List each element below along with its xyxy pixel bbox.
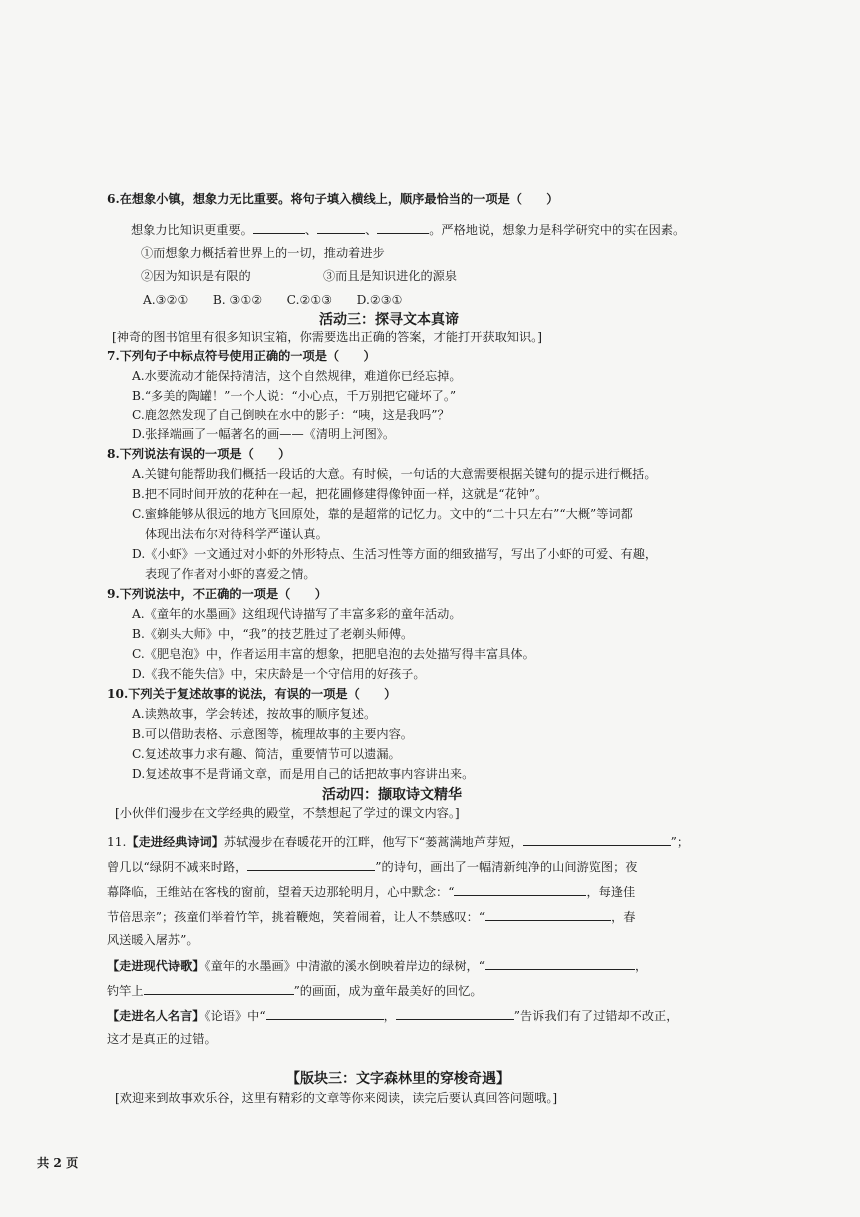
q11-number: 11. bbox=[107, 835, 127, 849]
q10-option-a: A.读熟故事，学会转述，按故事的顺序复述。 bbox=[132, 707, 377, 721]
q8-option-d-cont: 表现了作者对小虾的喜爱之情。 bbox=[145, 567, 316, 581]
q11-line-1 bbox=[107, 833, 689, 850]
q11-line-2 bbox=[107, 858, 637, 875]
section4-intro: [小伙伴们漫步在文学经典的殿堂，不禁想起了学过的课文内容。] bbox=[115, 806, 460, 820]
block3-title: 【版块三：文字森林里的穿梭奇遇】 bbox=[286, 1071, 510, 1087]
q11-text-7a: 钓竿上 bbox=[107, 984, 144, 998]
q6-options: A.③②① B. ③①② C.②①③ D.②③① bbox=[143, 293, 403, 307]
page-count: 共 2 页 bbox=[37, 1156, 79, 1170]
block3-intro: [欢迎来到故事欢乐谷，这里有精彩的文章等你来阅读，读完后要认真回答问题哦。] bbox=[115, 1091, 558, 1105]
q11-text-2b: ”的诗句，画出了一幅清新纯净的山间游览图；夜 bbox=[375, 860, 638, 874]
q8-option-a: A.关键句能帮助我们概括一段话的大意。有时候，一句话的大意需要根据关键句的提示进行概括。 bbox=[132, 467, 657, 481]
section3-intro: [神奇的图书馆里有很多知识宝箱，你需要选出正确的答案，才能打开获取知识。] bbox=[112, 330, 542, 344]
q11-text-7b: ”的画面，成为童年最美好的回忆。 bbox=[293, 984, 483, 998]
q11-text-2a: 曾几以“绿阴不减来时路， bbox=[107, 860, 248, 874]
q6-sentence-2: ②因为知识是有限的 bbox=[141, 269, 251, 283]
q10-stem: 10.下列关于复述故事的说法，有误的一项是（ ） bbox=[107, 687, 397, 701]
q11-text-3b: ，每逢佳 bbox=[586, 885, 636, 899]
q10-option-d: D.复述故事不是背诵文章，而是用自己的话把故事内容讲出来。 bbox=[132, 767, 475, 781]
q11-blank-2[interactable] bbox=[247, 858, 375, 871]
q11-blank-5[interactable] bbox=[485, 957, 635, 970]
q11-text-8-sep: ， bbox=[383, 1009, 396, 1023]
q11-text-1-end: ”； bbox=[670, 835, 690, 849]
q11-tag-quotes: 【走进名人名言】 bbox=[107, 1009, 205, 1023]
q11-blank-8[interactable] bbox=[396, 1007, 514, 1020]
q11-blank-3[interactable] bbox=[454, 883, 586, 896]
q9-option-a: A.《童年的水墨画》这组现代诗描写了丰富多彩的童年活动。 bbox=[132, 607, 462, 621]
q6-text-b: 。严格地说，想象力是科学研究中的实在因素。 bbox=[429, 223, 686, 237]
q11-blank-7[interactable] bbox=[266, 1007, 384, 1020]
q11-text-4a: 节倍思亲”；孩童们举着竹竿，挑着鞭炮，笑着闹着，让人不禁感叹：“ bbox=[107, 910, 486, 924]
q11-blank-4[interactable] bbox=[485, 908, 611, 921]
q6-blank-2[interactable] bbox=[317, 221, 365, 234]
section4-title: 活动四：撷取诗文精华 bbox=[322, 787, 462, 803]
q6-sep-2: 、 bbox=[365, 223, 378, 237]
section3-title: 活动三：探寻文本真谛 bbox=[319, 312, 459, 328]
q8-option-d: D.《小虾》一文通过对小虾的外形特点、生活习性等方面的细致描写，写出了小虾的可爱、有趣， bbox=[132, 547, 658, 561]
q7-stem: 7.下列句子中标点符号使用正确的一项是（ ） bbox=[107, 349, 376, 363]
q6-stem: 6.在想象小镇，想象力无比重要。将句子填入横线上，顺序最恰当的一项是（ ） bbox=[107, 192, 559, 206]
q6-blank-1[interactable] bbox=[253, 221, 305, 234]
q11-tag-modern: 【走进现代诗歌】 bbox=[107, 959, 205, 973]
q6-sentence bbox=[131, 221, 685, 238]
q7-option-c: C.鹿忽然发现了自己倒映在水中的影子：“咦，这是我吗”？ bbox=[132, 408, 450, 422]
q8-stem: 8.下列说法有误的一项是（ ） bbox=[107, 447, 291, 461]
q11-line-5: 风送暖入屠苏”。 bbox=[107, 933, 199, 947]
q6-text-a: 想象力比知识更重要。 bbox=[131, 223, 253, 237]
q11-tag-classic: 【走进经典诗词】 bbox=[126, 835, 224, 849]
q6-sentence-1: ①而想象力概括着世界上的一切，推动着进步 bbox=[141, 246, 385, 260]
q11-line-6 bbox=[107, 957, 647, 974]
q7-option-b: B.“多美的陶罐！”一个人说：“小心点，千万别把它碰坏了。” bbox=[132, 389, 457, 403]
q11-line-3 bbox=[107, 883, 635, 900]
q9-option-c: C.《肥皂泡》中，作者运用丰富的想象，把肥皂泡的去处描写得丰富具体。 bbox=[132, 647, 535, 661]
q11-line-4 bbox=[107, 908, 635, 925]
q7-option-a: A.水要流动才能保持清洁，这个自然规律，难道你已经忘掉。 bbox=[132, 369, 462, 383]
q6-blank-3[interactable] bbox=[377, 221, 429, 234]
q9-option-b: B.《剃头大师》中，“我”的技艺胜过了老剃头师傅。 bbox=[132, 627, 414, 641]
q11-blank-1[interactable] bbox=[523, 833, 671, 846]
q11-text-6-end: ， bbox=[634, 959, 648, 973]
q8-option-c-cont: 体现出法布尔对待科学严谨认真。 bbox=[145, 527, 328, 541]
q11-text-4b: ，春 bbox=[611, 910, 636, 924]
q11-text-8a: 《论语》中“ bbox=[204, 1009, 266, 1023]
q11-text-1: 苏轼漫步在春暖花开的江畔，他写下“蒌蒿满地芦芽短， bbox=[223, 835, 523, 849]
q8-option-c: C.蜜蜂能够从很远的地方飞回原处，靠的是超常的记忆力。文中的“二十只左右”“大概”等词都 bbox=[132, 507, 633, 521]
q11-line-7 bbox=[107, 982, 483, 999]
q11-text-6: 《童年的水墨画》中清澈的溪水倒映着岸边的绿树，“ bbox=[204, 959, 485, 973]
q6-sep-1: 、 bbox=[304, 223, 318, 237]
q11-line-8 bbox=[107, 1007, 678, 1024]
q8-option-b: B.把不同时间开放的花种在一起，把花圃修建得像钟面一样，这就是“花钟”。 bbox=[132, 487, 548, 501]
q10-option-b: B.可以借助表格、示意图等，梳理故事的主要内容。 bbox=[132, 727, 413, 741]
q9-option-d: D.《我不能失信》中，宋庆龄是一个守信用的好孩子。 bbox=[132, 667, 426, 681]
q11-blank-6[interactable] bbox=[144, 982, 294, 995]
q7-option-d: D.张择端画了一幅著名的画——《清明上河图》。 bbox=[132, 427, 396, 441]
q11-text-3a: 幕降临，王维站在客栈的窗前，望着天边那轮明月，心中默念：“ bbox=[107, 885, 455, 899]
q6-sentence-3: ③而且是知识进化的源泉 bbox=[323, 269, 458, 283]
q11-text-8b: ”告诉我们有了过错却不改正， bbox=[513, 1009, 679, 1023]
q10-option-c: C.复述故事力求有趣、简洁，重要情节可以遗漏。 bbox=[132, 747, 401, 761]
q11-line-9: 这才是真正的过错。 bbox=[107, 1032, 217, 1046]
q9-stem: 9.下列说法中，不正确的一项是（ ） bbox=[107, 587, 327, 601]
